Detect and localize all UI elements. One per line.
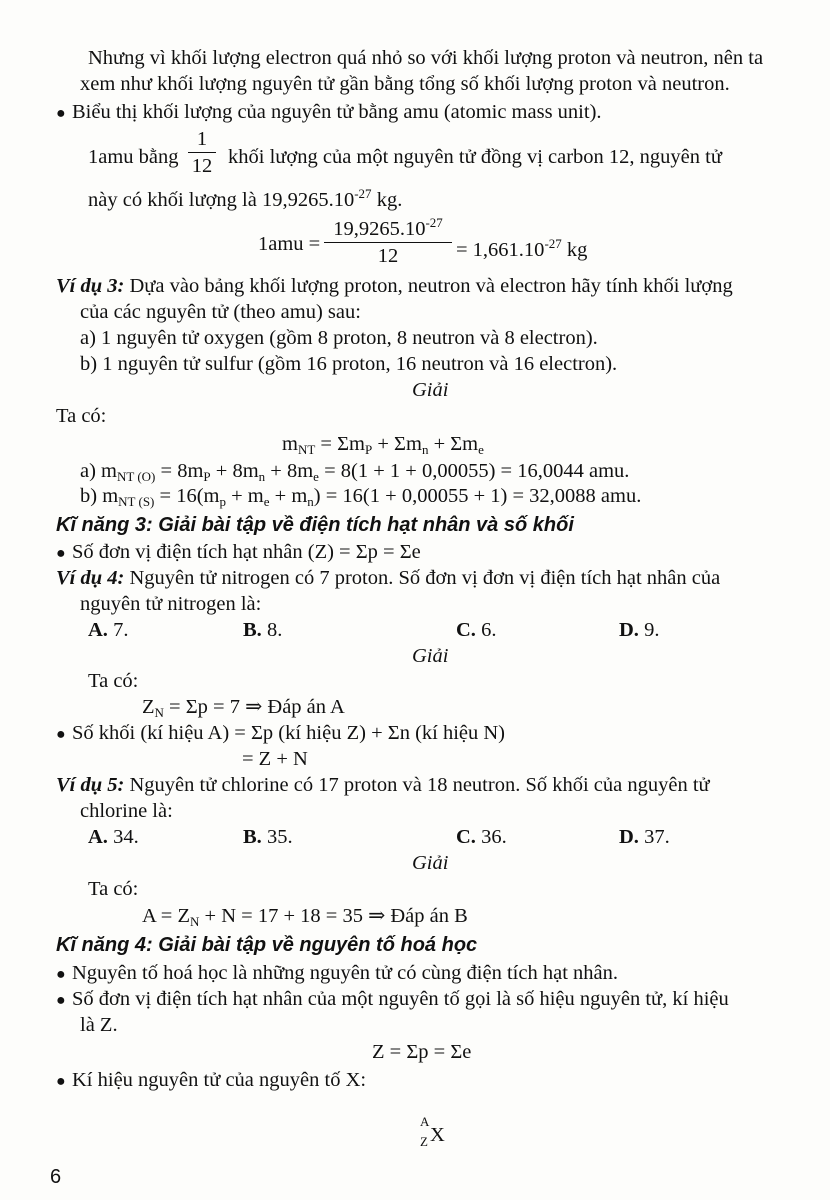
example-4 (56, 566, 720, 590)
subscript: n (421, 442, 429, 457)
text-line: chlorine là: (80, 800, 173, 822)
option-letter: D. (619, 619, 639, 641)
solution-heading: Giải (412, 645, 449, 667)
text: + Σm (372, 433, 422, 455)
text-line: Ta có: (56, 405, 107, 427)
text-line (88, 182, 402, 212)
text: A = Z (142, 905, 191, 927)
subscript: n (307, 494, 314, 509)
option-b (243, 618, 282, 642)
numerator (324, 212, 452, 240)
text: Nguyên tử nitrogen có 7 proton. Số đơn vị đơn vị điện tích hạt nhân của (124, 567, 721, 589)
section-heading: Kĩ năng 4: Giải bài tập về nguyên tố hoá học (56, 934, 478, 956)
text: kg. (371, 189, 403, 211)
text: + m (225, 485, 264, 507)
text: = 8m (155, 460, 204, 482)
text-line: là Z. (80, 1014, 118, 1036)
example-label: Ví dụ 4: (56, 567, 125, 589)
exponent: -27 (354, 186, 372, 201)
equation (282, 432, 484, 462)
option-text: 9. (638, 619, 660, 641)
subscript: NT (S) (118, 494, 155, 509)
mass-number: A (420, 1114, 430, 1129)
denominator: 12 (191, 155, 213, 177)
text-line: Ta có: (88, 670, 139, 692)
text: = 8(1 + 1 + 0,00055) = 16,0044 amu. (318, 460, 630, 482)
fraction-bar (188, 152, 216, 153)
option-a (88, 618, 128, 642)
option-a (88, 825, 139, 849)
subscript: n (258, 469, 266, 484)
equation: Z = Σp = Σe (372, 1041, 472, 1063)
text-line: Nhưng vì khối lượng electron quá nhỏ so với khối lượng proton và neutron, nên ta (88, 47, 764, 69)
option-text: 6. (475, 619, 497, 641)
subscript: P (203, 469, 211, 484)
option-letter: C. (456, 826, 476, 848)
bullet-icon: ● (56, 1073, 66, 1090)
text-line: Kí hiệu nguyên tử của nguyên tố X: (72, 1069, 367, 1091)
text-line: Số đơn vị điện tích hạt nhân của một nguyên tố gọi là số hiệu nguyên tử, kí hiệu (72, 988, 729, 1010)
text: m (282, 433, 298, 455)
text: Dựa vào bảng khối lượng proton, neutron và electron hãy tính khối lượng (124, 275, 733, 297)
option-text: 34. (107, 826, 139, 848)
text: = 16(m (154, 485, 220, 507)
denominator: 12 (377, 245, 399, 267)
text: = 1,661.10 (456, 239, 545, 261)
option-c (456, 618, 496, 642)
option-letter: B. (243, 619, 262, 641)
text: kg (561, 239, 588, 261)
text-line: nguyên tử nitrogen là: (80, 593, 262, 615)
example-label: Ví dụ 5: (56, 774, 125, 796)
text-line: Nguyên tố hoá học là những nguyên tử có cùng điện tích hạt nhân. (72, 962, 618, 984)
subscript: P (365, 442, 373, 457)
option-c (456, 825, 507, 849)
text: b) m (80, 485, 119, 507)
option-b (243, 825, 293, 849)
subscript: NT (297, 442, 316, 457)
text: + 8m (265, 460, 314, 482)
example-5 (56, 773, 710, 797)
bullet-icon: ● (56, 992, 66, 1009)
text-line: a) 1 nguyên tử oxygen (gồm 8 proton, 8 neutron và 8 electron). (80, 327, 598, 349)
text-line: khối lượng của một nguyên tử đồng vị carbon 12, nguyên tử (228, 146, 722, 168)
text: Z (142, 696, 155, 718)
bullet-icon: ● (56, 966, 66, 983)
subscript: N (190, 914, 200, 929)
equation-label: 1amu = (258, 233, 321, 255)
numerator: 1 (196, 128, 208, 150)
solution-heading: Giải (412, 379, 449, 401)
text: = Σp = 7 ⇒ Đáp án A (163, 696, 345, 718)
example-label: Ví dụ 3: (56, 275, 125, 297)
page-number: 6 (50, 1166, 62, 1188)
bullet-icon: ● (56, 105, 66, 122)
option-text: 8. (261, 619, 283, 641)
fraction-bar (324, 242, 452, 243)
element-symbol: X (430, 1124, 445, 1146)
text-line: Ta có: (88, 878, 139, 900)
subscript: e (313, 469, 319, 484)
option-letter: C. (456, 619, 476, 641)
subscript: p (219, 494, 226, 509)
text: = Σm (315, 433, 365, 455)
exponent: -27 (544, 236, 562, 251)
subscript: e (263, 494, 270, 509)
option-letter: A. (88, 619, 108, 641)
option-text: 37. (638, 826, 670, 848)
fraction-one-twelfth (188, 128, 216, 177)
solution-heading: Giải (412, 852, 449, 874)
text: + 8m (210, 460, 259, 482)
option-text: 35. (261, 826, 293, 848)
text: a) m (80, 460, 117, 482)
exponent: -27 (425, 215, 443, 230)
text: Nguyên tử chlorine có 17 proton và 18 neutron. Số khối của nguyên tử (124, 774, 710, 796)
option-letter: B. (243, 826, 262, 848)
text: + Σm (428, 433, 479, 455)
option-text: 7. (107, 619, 129, 641)
bullet-icon: ● (56, 545, 66, 562)
text: 19,9265.10 (333, 218, 426, 240)
section-heading: Kĩ năng 3: Giải bài tập về điện tích hạt nhân và số khối (56, 514, 574, 536)
fraction-amu (324, 212, 452, 267)
option-text: 36. (475, 826, 507, 848)
bullet-icon: ● (56, 726, 66, 743)
text-line: Biểu thị khối lượng của nguyên tử bằng amu (atomic mass unit). (72, 101, 602, 123)
text: + m (269, 485, 308, 507)
text-line: của các nguyên tử (theo amu) sau: (80, 301, 361, 323)
equation-result (456, 232, 587, 262)
option-d (619, 618, 659, 642)
text: này có khối lượng là 19,9265.10 (88, 189, 355, 211)
text-line: b) 1 nguyên tử sulfur (gồm 16 proton, 16 neutron và 16 electron). (80, 353, 618, 375)
example-3 (56, 274, 733, 298)
equation (80, 484, 641, 514)
subscript: N (154, 705, 164, 720)
subscript: e (478, 442, 484, 457)
equation (142, 904, 468, 934)
option-letter: D. (619, 826, 639, 848)
atomic-number: Z (420, 1134, 428, 1149)
text: + N = 17 + 18 = 35 ⇒ Đáp án B (199, 905, 468, 927)
subscript: NT (O) (117, 469, 156, 484)
option-letter: A. (88, 826, 108, 848)
option-d (619, 825, 670, 849)
text-line: 1amu bằng (88, 146, 179, 168)
equation: = Z + N (242, 748, 308, 770)
text-line: Số đơn vị điện tích hạt nhân (Z) = Σp = Σe (72, 541, 421, 563)
text: ) = 16(1 + 0,00055 + 1) = 32,0088 amu. (313, 485, 642, 507)
text-line: xem như khối lượng nguyên tử gần bằng tổng số khối lượng proton và neutron. (80, 73, 730, 95)
text-line: Số khối (kí hiệu A) = Σp (kí hiệu Z) + Σn (kí hiệu N) (72, 722, 506, 744)
